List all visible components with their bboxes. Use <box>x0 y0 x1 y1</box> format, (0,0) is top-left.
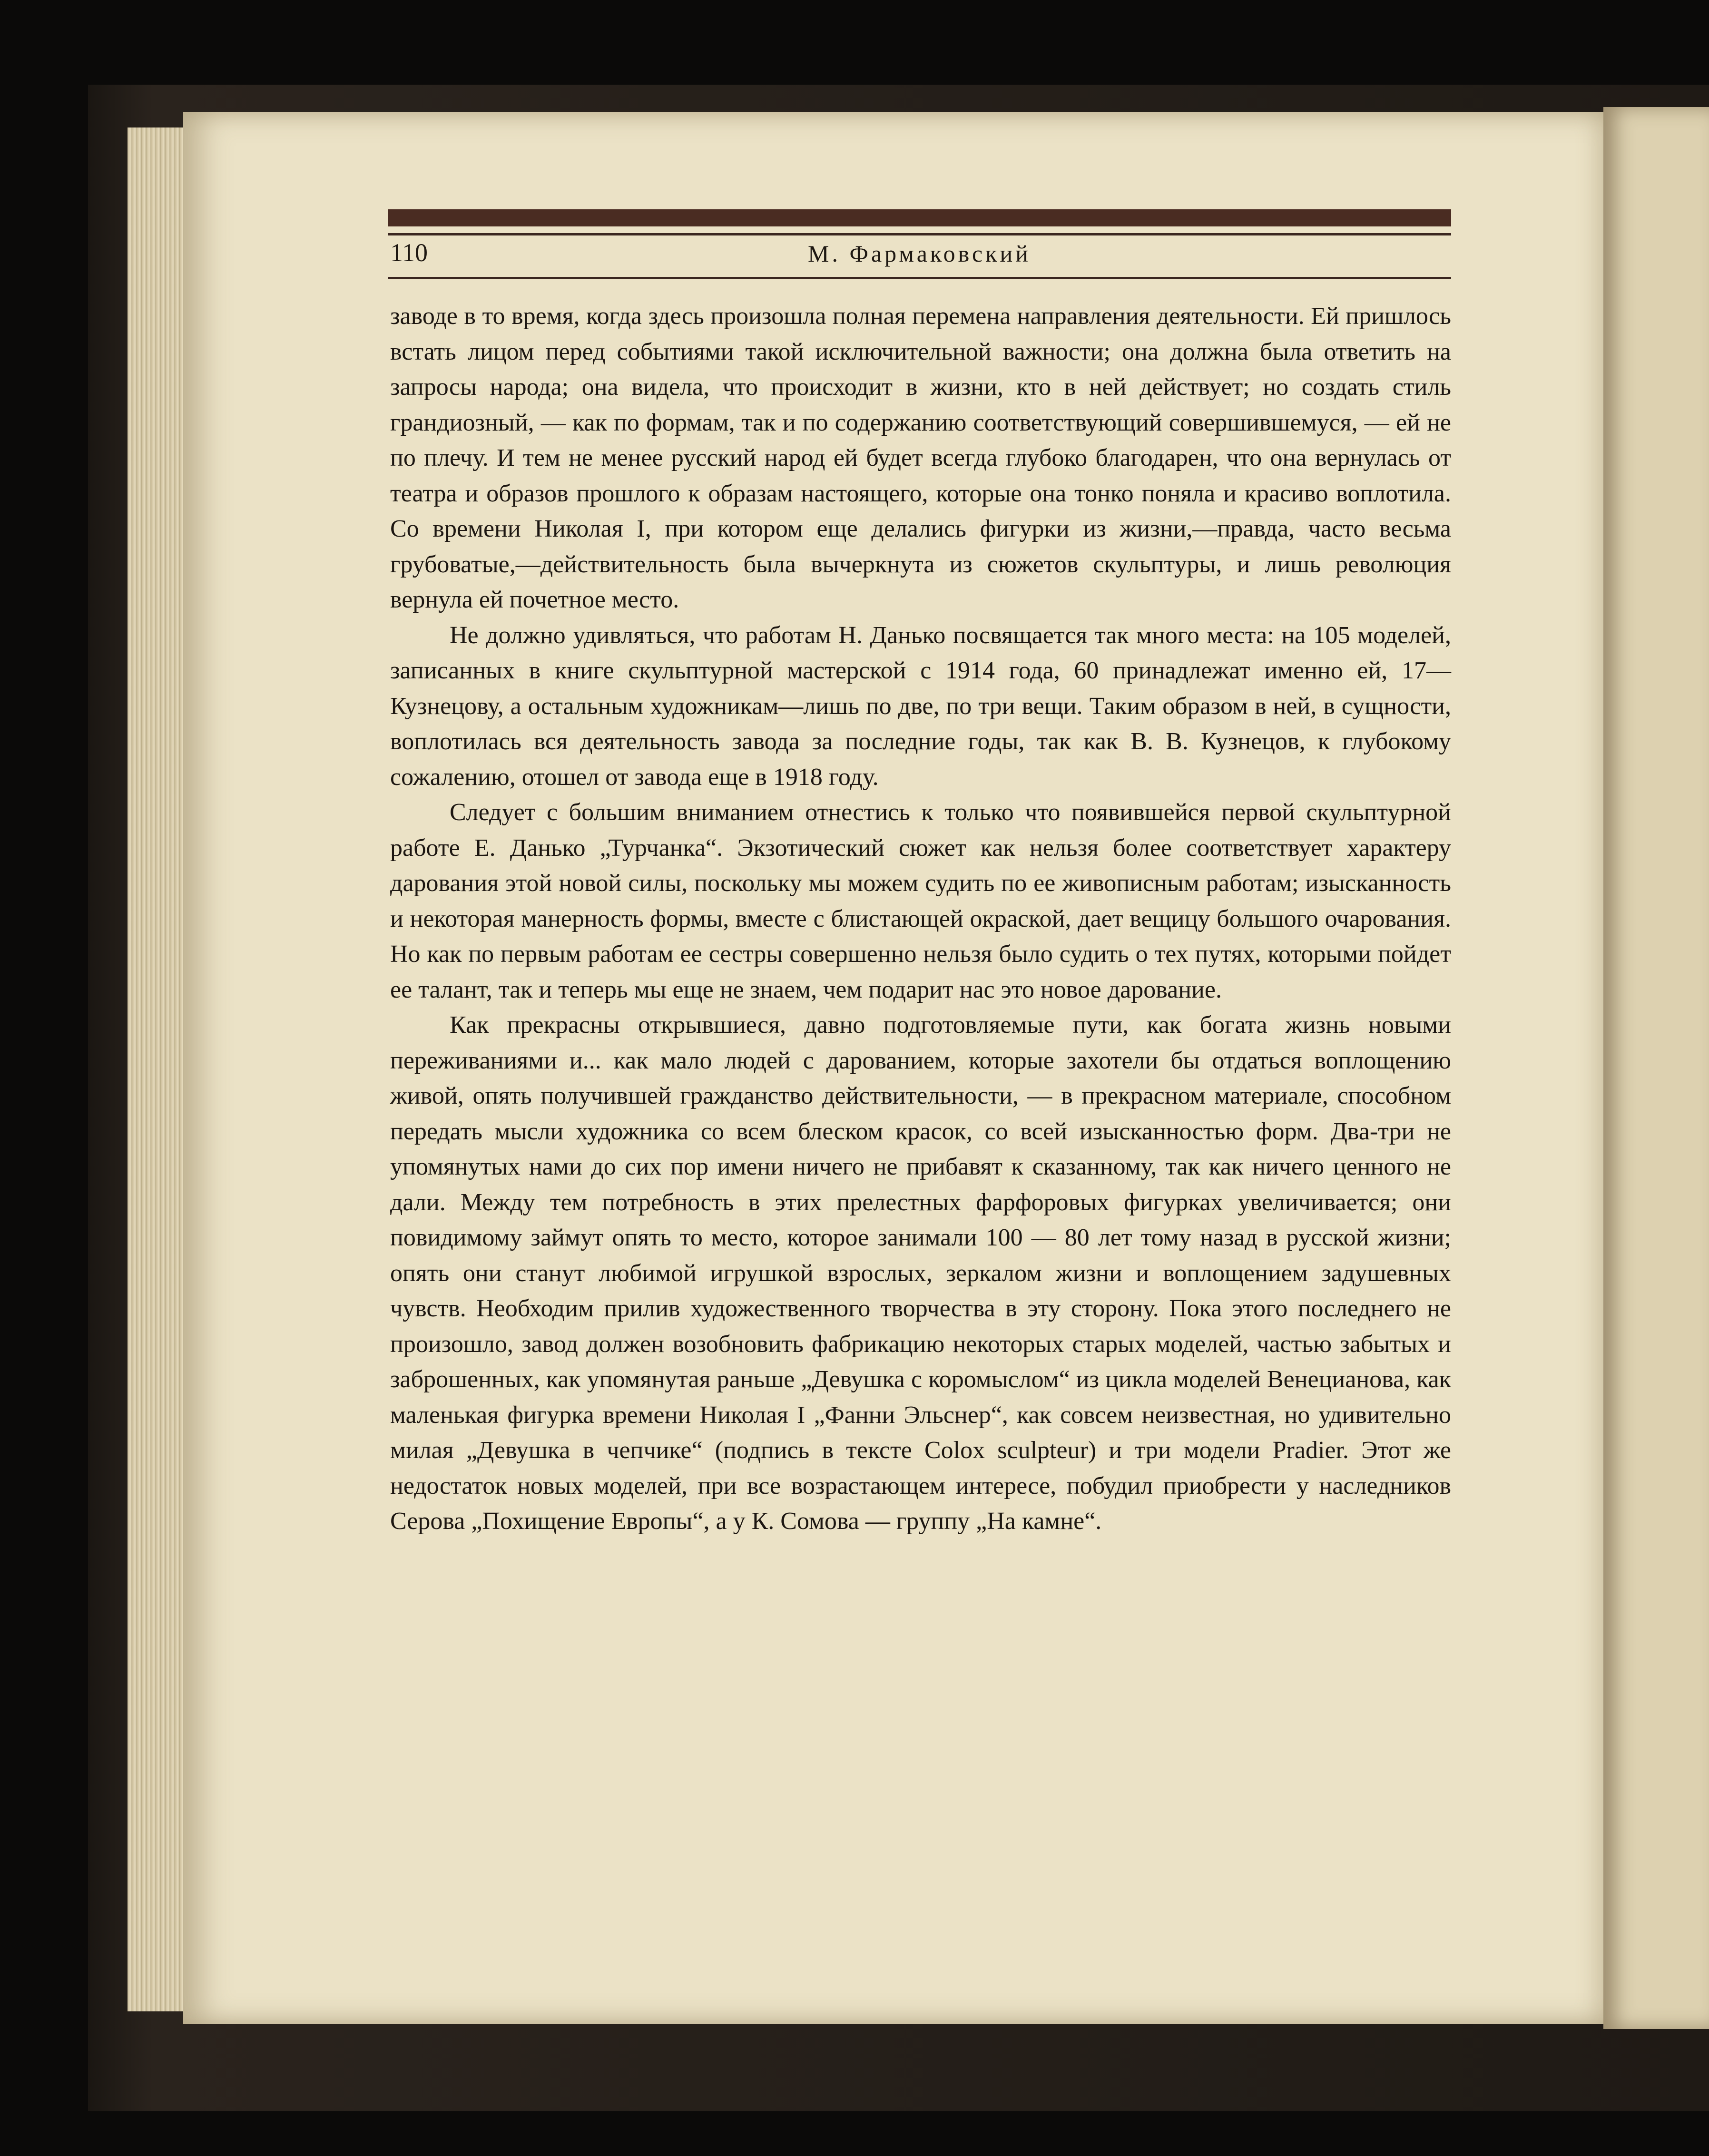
page-number: 110 <box>390 238 428 267</box>
facing-page-edge <box>1603 107 1709 2029</box>
paragraph-1: заводе в то время, когда здесь произошла полная перемена направления деятельности. Ей пришлось встать лицом перед событиями такой исключительной важности; она должна была ответить на запросы народа; она видела, что происходит в жизни, кто в ней действует; но создать стиль грандиозный, — как по формам, так и по содержанию соответствующий совершившемуся, — ей не по плечу. И тем не менее русский народ ей будет всегда глубоко благодарен, что она вернулась от театра и образов прошлого к образам настоящего, которые она тонко поняла и красиво воплотила. Со времени Николая I, при котором еще делались фигурки из жизни,—правда, часто весьма грубоватые,—действительность была вычеркнута из сюжетов скульптуры, и лишь революция вернула ей почетное место. <box>390 303 1451 613</box>
body-text <box>390 299 1451 1539</box>
paragraph-4: Как прекрасны открывшиеся, давно подготовляемые пути, как богата жизнь новыми переживаниями и... как мало людей с дарованием, которые захотели бы отдаться воплощению живой, опять получившей гражданство действительности, — в прекрасном материале, способном передать мысли художника со всем блеском красок, со всей изысканностью форм. Два-три не упомянутых нами до сих пор имени ничего не прибавят к сказанному, так как ничего ценного не дали. Между тем потребность в этих прелестных фарфоровых фигурках увеличивается; они повидимому займут опять то место, которое занимали 100 — 80 лет тому назад в русской жизни; опять они станут любимой игрушкой взрослых, зеркалом жизни и воплощением задушевных чувств. Необходим прилив художественного творчества в эту сторону. Пока этого последнего не произошло, завод должен возобновить фабрикацию некоторых старых моделей, частью забытых и заброшенных, как упомянутая раньше „Девушка с коромыслом“ из цикла моделей Венецианова, как маленькая фигурка времени Николая I „Фанни Эльснер“, как совсем неизвестная, но удивительно милая „Девушка в чепчике“ (подпись в тексте Colox sculpteur) и три модели Pradier. Этот же недостаток новых моделей, при все возрастающем интересе, побудил приобрести у наследников Серова „Похищение Европы“, а у К. Сомова — группу „На камне“. <box>390 1011 1451 1535</box>
header-rule-thick <box>388 209 1451 226</box>
header-rule-thin <box>388 233 1451 235</box>
paragraph-2: Не должно удивляться, что работам Н. Данько посвящается так много места: на 105 моделей, записанных в книге скульптурной мастерской с 1914 года, 60 принадлежат именно ей, 17—Кузнецову, а остальным художникам—лишь по две, по три вещи. Таким образом в ней, в сущности, воплотилась вся деятельность завода за последние годы, так как В. В. Кузнецов, к глубокому сожалению, отошел от завода еще в 1918 году. <box>390 621 1451 791</box>
header-rule-under <box>388 277 1451 279</box>
running-title: М. Фармаковский <box>808 240 1031 267</box>
paragraph-3: Следует с большим вниманием отнестись к только что появившейся первой скульптурной работе Е. Данько „Турчанка“. Экзотический сюжет как нельзя более соответствует характеру дарования этой новой силы, поскольку мы можем судить по ее живописным работам; изысканность и некоторая манерность формы, вместе с блистающей окраской, дает вещицу большого очарования. Но как по первым работам ее сестры совершенно нельзя было судить о тех путях, которыми пойдет ее талант, так и теперь мы еще не знаем, чем подарит нас это новое дарование. <box>390 799 1451 1003</box>
